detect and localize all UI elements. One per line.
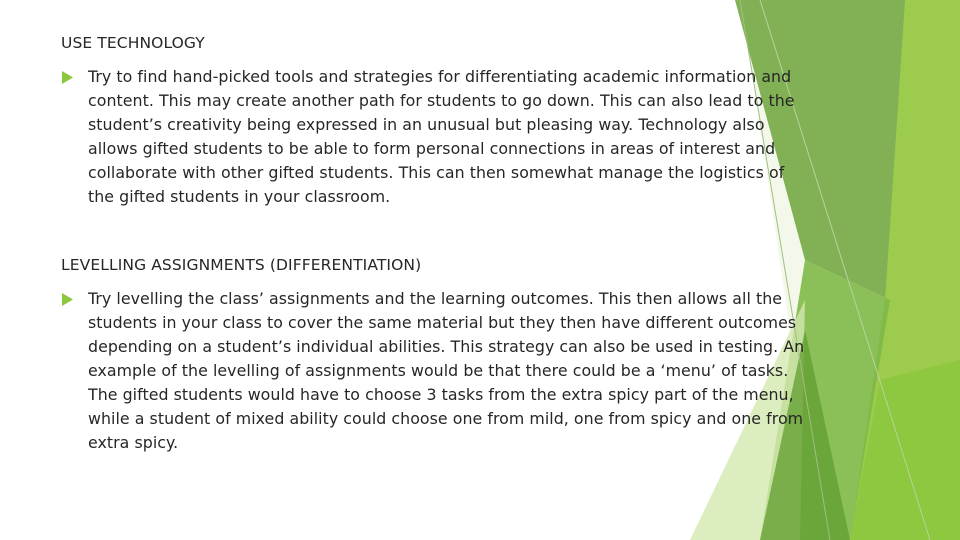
paragraph-line: content. This may create another path for students to go down. This can also lead to the xyxy=(88,91,795,110)
paragraph-line: extra spicy. xyxy=(88,433,179,452)
triangle-right-icon xyxy=(61,293,74,306)
paragraph-line: The gifted students would have to choose 3 tasks from the extra spicy part of the menu, xyxy=(88,385,794,404)
paragraph-line: the gifted students in your classroom. xyxy=(88,187,391,206)
paragraph-line: while a student of mixed ability could choose one from mild, one from spicy and one from xyxy=(88,409,804,428)
paragraph-line: Try to find hand-picked tools and strategies for differentiating academic information and xyxy=(88,67,792,86)
paragraph-line: depending on a student’s individual abilities. This strategy can also be used in testing. An xyxy=(88,337,805,356)
paragraph-line: example of the levelling of assignments would be that there could be a ‘menu’ of tasks. xyxy=(88,361,789,380)
paragraph-line: collaborate with other gifted students. This can then somewhat manage the logistics of xyxy=(88,163,785,182)
paragraph-technology xyxy=(88,65,908,209)
paragraph-line: students in your class to cover the same material but they then have different outcomes xyxy=(88,313,797,332)
section-heading-technology: USE TECHNOLOGY xyxy=(61,34,205,52)
triangle-right-icon xyxy=(61,71,74,84)
section-heading-levelling: LEVELLING ASSIGNMENTS (DIFFERENTIATION) xyxy=(61,256,422,274)
paragraph-line: Try levelling the class’ assignments and the learning outcomes. This then allows all the xyxy=(88,289,783,308)
paragraph-line: allows gifted students to be able to form personal connections in areas of interest and xyxy=(88,139,776,158)
paragraph-line: student’s creativity being expressed in an unusual but pleasing way. Technology also xyxy=(88,115,765,134)
paragraph-levelling xyxy=(88,287,908,455)
